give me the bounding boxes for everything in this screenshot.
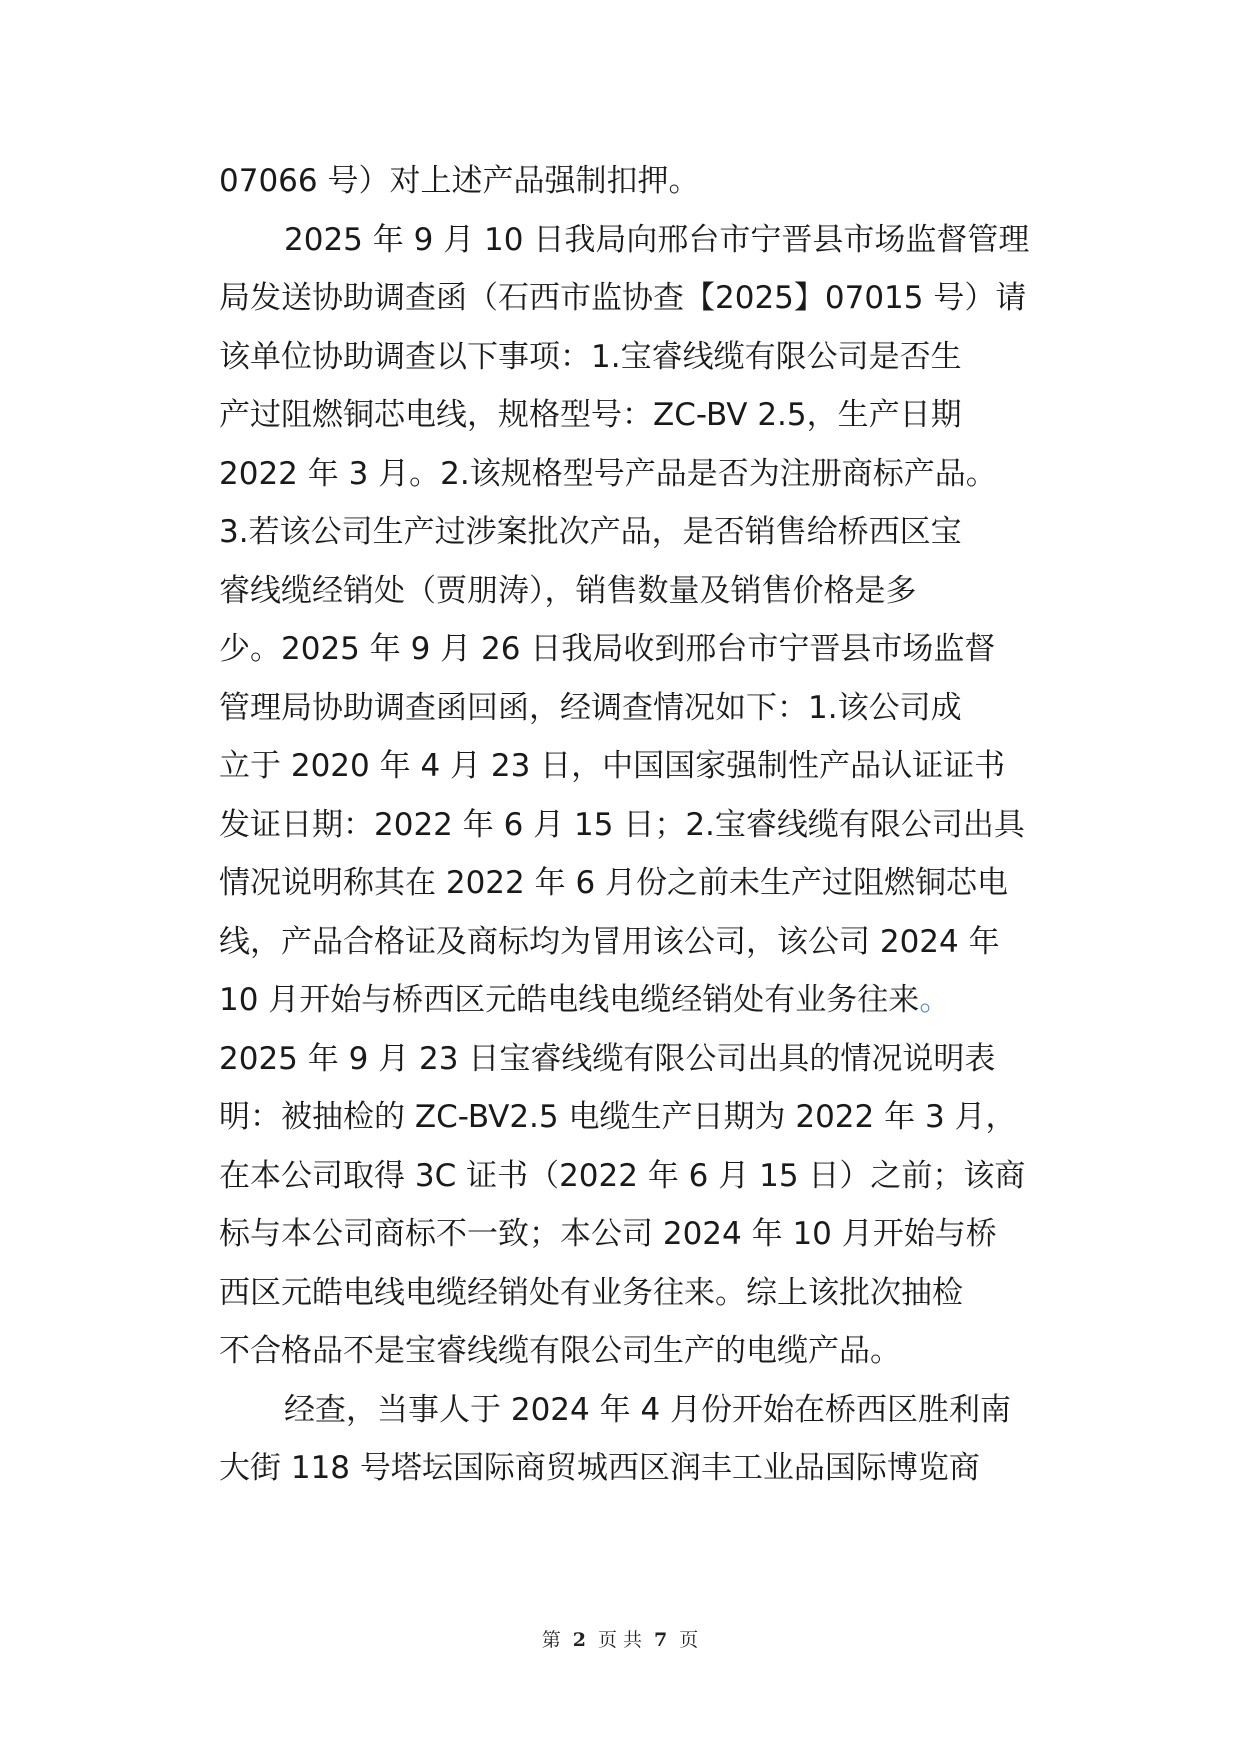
paragraph-line: 明：被抽检的 ZC-BV2.5 电缆生产日期为 2022 年 3 月， — [219, 1099, 1017, 1135]
paragraph-line: 在本公司取得 3C 证书（2022 年 6 月 15 日）之前；该商 — [219, 1157, 1026, 1194]
footer-middle: 页 共 — [597, 1629, 643, 1651]
paragraph-line: 管理局协助调查函回函，经调查情况如下：1.该公司成 — [219, 689, 962, 726]
line-end-mark: 。 — [919, 982, 951, 1018]
footer-total-pages: 7 — [654, 1629, 668, 1651]
paragraph-line: 线，产品合格证及商标均为冒用该公司，该公司 2024 年 — [219, 923, 1000, 960]
paragraph-line: 2025 年 9 月 10 日我局向邢台市宁晋县市场监督管理 — [284, 221, 1030, 258]
paragraph-line: 产过阻燃铜芯电线，规格型号：ZC-BV 2.5，生产日期 — [219, 397, 962, 433]
paragraph-line: 大街 118 号塔坛国际商贸城西区润丰工业品国际博览商 — [219, 1450, 980, 1486]
footer-suffix: 页 — [679, 1629, 699, 1651]
paragraph-line: 立于 2020 年 4 月 23 日，中国国家强制性产品认证证书 — [219, 748, 1006, 784]
paragraph-line: 情况说明称其在 2022 年 6 月份之前未生产过阻燃铜芯电 — [219, 865, 1009, 901]
paragraph-line: 西区元皓电线电缆经销处有业务往来。综上该批次抽检 — [219, 1274, 963, 1311]
paragraph-line: 少。2025 年 9 月 26 日我局收到邢台市宁晋县市场监督 — [219, 631, 996, 667]
paragraph-line: 局发送协助调查函（石西市监协查【2025】07015 号）请 — [219, 280, 1027, 316]
footer-page-number: 2 — [572, 1629, 586, 1651]
footer-prefix: 第 — [541, 1629, 561, 1651]
paragraph-line: 该单位协助调查以下事项：1.宝睿线缆有限公司是否生 — [219, 338, 962, 375]
paragraph-line: 标与本公司商标不一致；本公司 2024 年 10 月开始与桥 — [219, 1216, 997, 1252]
paragraph-line: 2022 年 3 月。2.该规格型号产品是否为注册商标产品。 — [219, 455, 997, 492]
paragraph-line: 不合格品不是宝睿线缆有限公司生产的电缆产品。 — [219, 1333, 901, 1369]
paragraph-line — [219, 971, 1031, 1030]
page-footer — [0, 1625, 1240, 1652]
paragraph-line: 2025 年 9 月 23 日宝睿线缆有限公司出具的情况说明表 — [219, 1040, 996, 1077]
paragraph-line: 3.若该公司生产过涉案批次产品，是否销售给桥西区宝 — [219, 514, 962, 550]
paragraph-line: 经查，当事人于 2024 年 4 月份开始在桥西区胜利南 — [284, 1391, 1012, 1428]
paragraph-line: 睿线缆经销处（贾朋涛），销售数量及销售价格是多 — [219, 572, 917, 609]
document-body — [219, 152, 1031, 1498]
paragraph-line-text: 10 月开始与桥西区元皓电线电缆经销处有业务往来 — [219, 982, 920, 1018]
paragraph-line: 发证日期：2022 年 6 月 15 日；2.宝睿线缆有限公司出具 — [219, 806, 1025, 843]
paragraph-line: 07066 号）对上述产品强制扣押。 — [219, 163, 700, 199]
